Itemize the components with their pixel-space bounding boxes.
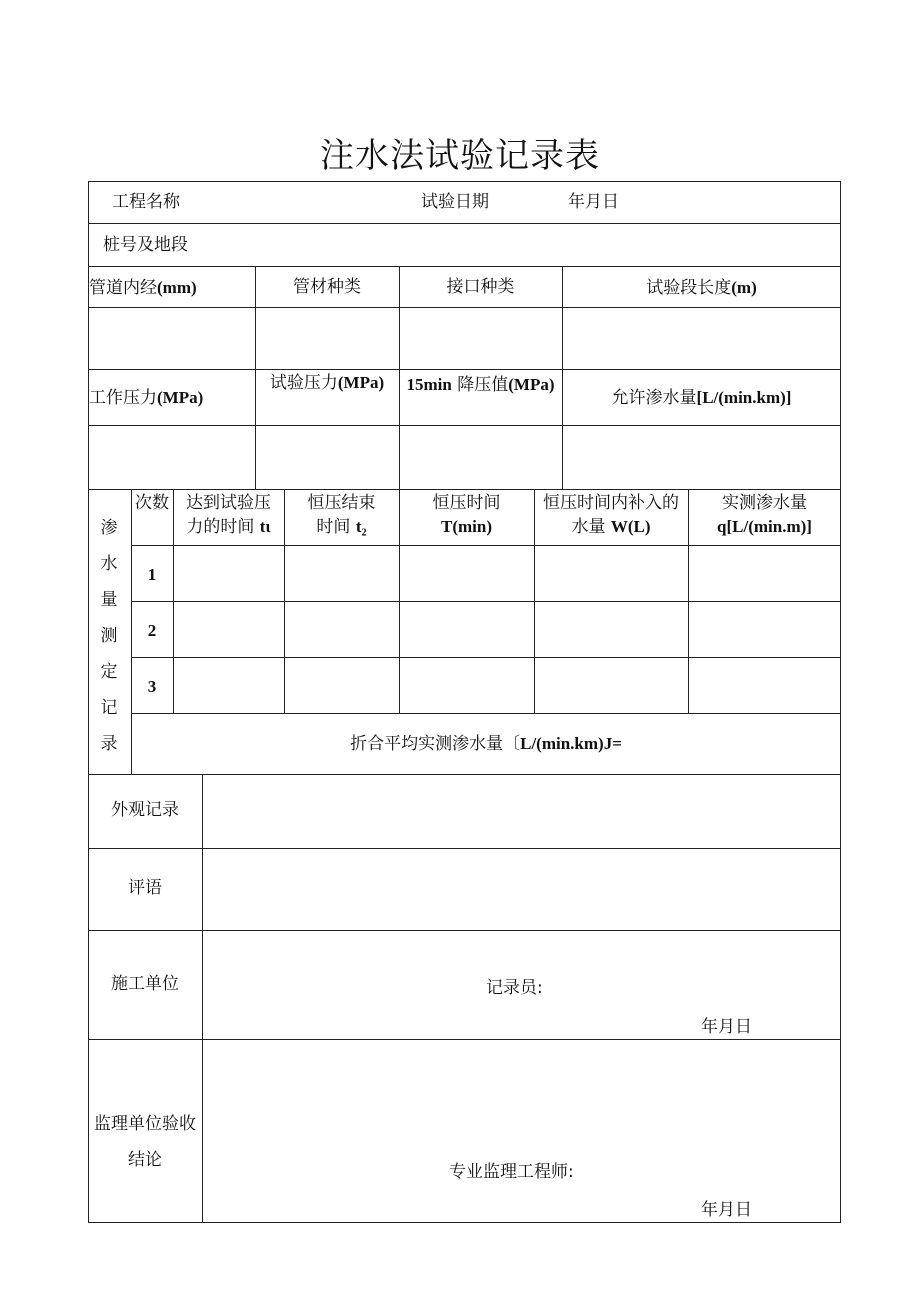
construction-date: 年月日 [701, 1017, 752, 1037]
end-time-symbol: t₂ [355, 517, 367, 536]
row-divider [88, 425, 841, 426]
count-header: 次数 [135, 493, 169, 513]
inner-diameter-label [89, 279, 197, 297]
row-divider [88, 848, 841, 849]
row-divider [131, 657, 841, 658]
inner-diameter-text: 管道内经 [89, 278, 157, 298]
side-label-char: 记 [100, 698, 118, 718]
section-length-label [562, 279, 841, 297]
duration-unit: T(min) [441, 517, 492, 536]
row-divider [88, 774, 841, 775]
test-pressure-label [255, 374, 399, 392]
pressure-drop-prefix: 15min [406, 375, 452, 394]
water-added-unit: W(L) [610, 517, 651, 536]
side-label-char: 量 [100, 590, 118, 610]
column-divider [202, 774, 203, 1223]
measured-seepage-unit: q[L/(min.m)] [717, 517, 812, 536]
end-time-header [284, 491, 399, 539]
measured-seepage-line: 实测渗水量 [722, 493, 807, 513]
supervising-engineer-label: 专业监理工程师: [449, 1162, 574, 1182]
supervision-label-line: 监理单位验收 [94, 1114, 196, 1134]
joint-type-label: 接口种类 [446, 277, 515, 297]
supervision-label-line: 结论 [128, 1150, 162, 1170]
allowable-seepage-label [562, 389, 841, 407]
project-name-label: 工程名称 [112, 192, 180, 212]
construction-unit-label: 施工单位 [111, 974, 179, 994]
seepage-section-label [88, 510, 130, 762]
pressure-drop-text: 降压值 [457, 375, 509, 395]
test-pressure-text: 试验压力 [269, 373, 338, 393]
row-divider [131, 713, 841, 714]
section-length-text: 试验段长度 [646, 278, 732, 298]
row-divider [88, 489, 841, 490]
inner-diameter-unit: (mm) [157, 278, 197, 297]
row-divider [88, 1039, 841, 1040]
test-pressure-unit: (MPa) [337, 373, 385, 392]
water-added-text: 水量 [571, 517, 606, 537]
duration-header [399, 491, 534, 539]
side-label-char: 渗 [100, 518, 118, 538]
end-time-line [284, 515, 399, 539]
pressure-drop-label [399, 376, 562, 394]
section-length-unit: (m) [731, 278, 757, 297]
duration-line: 恒压时间 [432, 493, 501, 513]
supervision-date: 年月日 [701, 1200, 752, 1220]
record-form-table [88, 181, 841, 1223]
water-added-line: 恒压时间内补入的 [543, 493, 679, 513]
reach-time-line [173, 515, 284, 539]
row-divider [131, 545, 841, 546]
allowable-seepage-unit: [L/(min.km)] [696, 388, 792, 407]
water-added-line [534, 515, 688, 539]
row-number: 2 [147, 621, 157, 640]
water-added-header [534, 491, 688, 539]
row-divider [88, 266, 841, 267]
row-divider [131, 601, 841, 602]
working-pressure-unit: (MPa) [157, 388, 204, 407]
column-divider [562, 266, 563, 489]
row-divider [88, 930, 841, 931]
working-pressure-label [89, 389, 203, 407]
row-divider [88, 369, 841, 370]
pressure-drop-unit: (MPa) [508, 375, 555, 394]
pipe-material-label: 管材种类 [293, 277, 361, 297]
allowable-seepage-text: 允许渗水量 [611, 388, 697, 408]
row-number: 1 [147, 565, 157, 584]
appearance-label: 外观记录 [111, 800, 179, 820]
test-date-value: 年月日 [568, 192, 619, 212]
side-label-char: 录 [100, 734, 118, 754]
row-number: 3 [147, 677, 157, 696]
page-title: 注水法试验记录表 [320, 136, 600, 176]
end-time-text: 时间 [316, 517, 351, 537]
measured-seepage-header [688, 491, 841, 539]
reach-time-text: 力的时间 [186, 517, 255, 537]
end-time-line: 恒压结束 [307, 493, 376, 513]
reach-time-symbol: tι [259, 517, 271, 536]
side-label-char: 测 [100, 626, 118, 646]
reach-time-header [173, 491, 284, 539]
average-seepage-label [131, 735, 841, 753]
average-seepage-unit: L/(min.km)J= [520, 734, 622, 753]
pile-section-label: 桩号及地段 [103, 235, 188, 255]
side-label-char: 水 [100, 554, 118, 574]
row-divider [88, 223, 841, 224]
working-pressure-text: 工作压力 [89, 388, 157, 408]
average-seepage-text: 折合平均实测渗水量〔 [350, 734, 521, 754]
supervision-label [88, 1106, 202, 1178]
row-divider [88, 307, 841, 308]
recorder-label: 记录员: [486, 978, 543, 998]
side-label-char: 定 [100, 662, 118, 682]
test-date-label: 试验日期 [421, 192, 489, 212]
comment-label: 评语 [128, 878, 162, 898]
reach-time-line: 达到试验压 [186, 493, 271, 513]
